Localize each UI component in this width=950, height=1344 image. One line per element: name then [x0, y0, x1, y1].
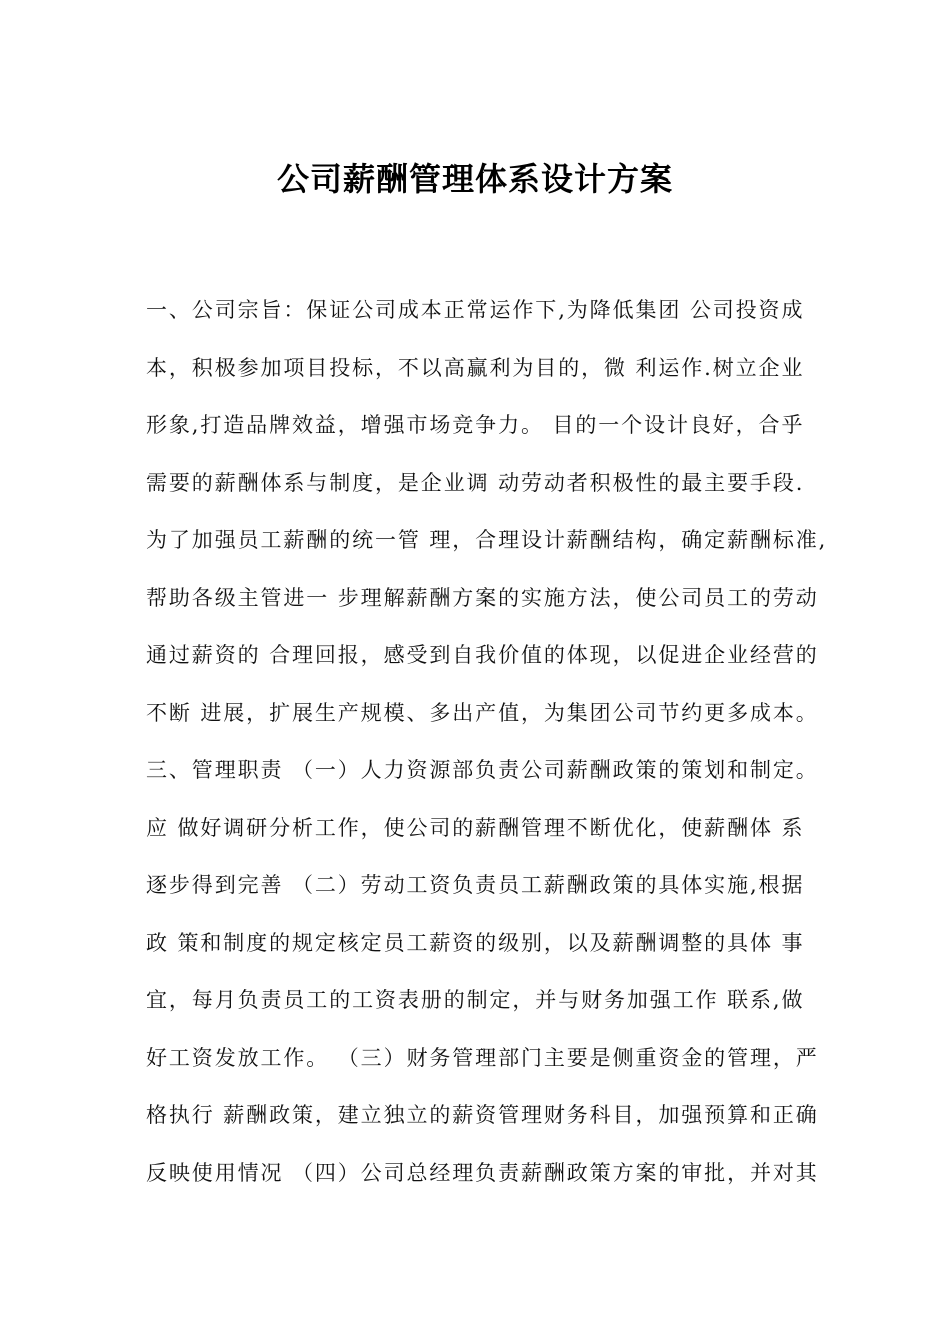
body-line: 三、管理职责 （一）人力资源部负责公司薪酬政策的策划和制定。	[146, 758, 819, 782]
body-line: 应 做好调研分析工作，使公司的薪酬管理不断优化，使薪酬体 系	[146, 815, 805, 840]
body-line: 反映使用情况 （四）公司总经理负责薪酬政策方案的审批，并对其	[146, 1160, 819, 1185]
body-line: 帮助各级主管进一 步理解薪酬方案的实施方法，使公司员工的劳动	[146, 585, 819, 610]
body-line: 形象,打造品牌效益，增强市场竞争力。 目的一个设计良好，合乎	[146, 413, 805, 437]
body-line: 为了加强员工薪酬的统一管 理，合理设计薪酬结构，确定薪酬标准,	[146, 528, 828, 552]
body-line: 一、公司宗旨：保证公司成本正常运作下,为降低集团 公司投资成	[146, 298, 805, 322]
body-line: 好工资发放工作。 （三）财务管理部门主要是侧重资金的管理，严	[146, 1045, 819, 1070]
body-line: 格执行 薪酬政策，建立独立的薪资管理财务科目，加强预算和正确	[146, 1103, 819, 1127]
document-body	[146, 292, 826, 1212]
body-line: 政 策和制度的规定核定员工薪资的级别，以及薪酬调整的具体 事	[146, 930, 805, 955]
body-line: 本，积极参加项目投标，不以高赢利为目的，微 利运作.树立企业	[146, 355, 805, 380]
body-line: 通过薪资的 合理回报，感受到自我价值的体现，以促进企业经营的	[146, 643, 819, 667]
body-line: 宜，每月负责员工的工资表册的制定，并与财务加强工作 联系,做	[146, 988, 805, 1012]
document-title: 公司薪酬管理体系设计方案	[276, 160, 673, 198]
body-line: 需要的薪酬体系与制度，是企业调 动劳动者积极性的最主要手段.	[146, 470, 805, 495]
body-line: 不断 进展，扩展生产规模、多出产值，为集团公司节约更多成本。	[146, 700, 819, 725]
body-line: 逐步得到完善 （二）劳动工资负责员工薪酬政策的具体实施,根据	[146, 873, 805, 897]
